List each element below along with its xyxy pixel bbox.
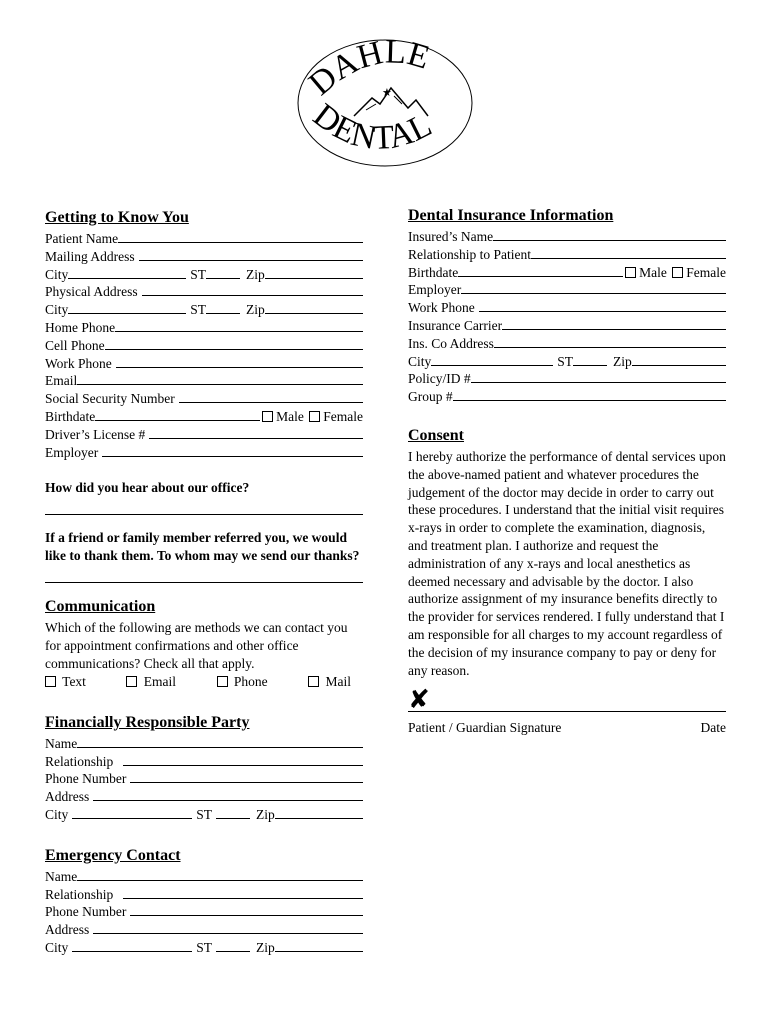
signature-label: Patient / Guardian Signature [408, 720, 562, 736]
financial-phone-row [45, 770, 363, 788]
patient-name-field[interactable] [118, 231, 363, 243]
group-row [408, 388, 726, 406]
drivers-license-field[interactable] [149, 427, 363, 439]
drivers-license-row [45, 426, 363, 444]
signature-area [408, 687, 726, 717]
emergency-zip-field[interactable] [275, 940, 363, 952]
referral-answer-field[interactable] [45, 565, 363, 583]
logo-line1: DAHLE [302, 38, 434, 103]
carrier-label: Insurance Carrier [408, 317, 503, 333]
birthdate-label: Birthdate [45, 408, 96, 424]
birthdate-row [45, 408, 363, 426]
insured-name-row [408, 228, 726, 246]
mail-checkbox[interactable] [308, 676, 319, 687]
ins-birthdate-row [408, 264, 726, 282]
financial-phone-label: Phone Number [45, 771, 127, 787]
physical-city-field[interactable] [68, 302, 186, 314]
work-phone-label: Work Phone [45, 355, 112, 371]
star-icon: ★ [382, 86, 392, 99]
left-column [45, 208, 363, 957]
ins-sex-options [625, 264, 726, 282]
emergency-st-label: ST [196, 939, 213, 955]
physical-address-row [45, 283, 363, 301]
home-phone-label: Home Phone [45, 319, 116, 335]
city-label: City [45, 266, 69, 282]
financial-city-field[interactable] [72, 807, 192, 819]
patient-name-row [45, 230, 363, 248]
physical-address-label: Physical Address [45, 284, 138, 300]
consent-heading: Consent [408, 426, 465, 444]
group-label: Group # [408, 389, 453, 405]
co-address-label: Ins. Co Address [408, 335, 494, 351]
physical-city-row [45, 301, 363, 319]
insured-name-field[interactable] [493, 229, 726, 241]
mailing-address-label: Mailing Address [45, 248, 135, 264]
getting-to-know-you-heading: Getting to Know You [45, 209, 189, 226]
emergency-relationship-row [45, 886, 363, 904]
phone-option-label: Phone [233, 673, 268, 689]
employer-row [45, 444, 363, 462]
physical-zip-field[interactable] [265, 302, 363, 314]
carrier-field[interactable] [502, 318, 726, 330]
financial-name-field[interactable] [77, 736, 363, 748]
email-checkbox[interactable] [126, 676, 137, 687]
email-field[interactable] [77, 373, 363, 385]
signature-labels [408, 719, 726, 737]
co-address-row [408, 335, 726, 353]
emergency-city-label: City [45, 939, 69, 955]
st-field[interactable] [206, 267, 240, 279]
financial-name-row [45, 735, 363, 753]
cell-phone-row [45, 337, 363, 355]
emergency-st-field[interactable] [216, 940, 250, 952]
financial-st-field[interactable] [216, 807, 250, 819]
financial-address-row [45, 788, 363, 806]
male-checkbox[interactable] [262, 411, 273, 422]
ssn-row [45, 390, 363, 408]
emergency-name-row [45, 868, 363, 886]
financial-st-label: ST [196, 806, 213, 822]
emergency-address-field[interactable] [93, 922, 363, 934]
ins-work-phone-label: Work Phone [408, 300, 475, 316]
emergency-relationship-label: Relationship [45, 886, 114, 902]
ins-female-checkbox[interactable] [672, 267, 683, 278]
hear-answer-field[interactable] [45, 497, 363, 515]
financial-name-label: Name [45, 735, 78, 751]
financial-relationship-label: Relationship [45, 753, 114, 769]
text-checkbox[interactable] [45, 676, 56, 687]
work-phone-row [45, 355, 363, 373]
ins-st-field[interactable] [573, 354, 607, 366]
zip-field[interactable] [265, 267, 363, 279]
group-field[interactable] [453, 389, 726, 401]
relationship-label: Relationship to Patient [408, 246, 531, 262]
city-label: City [45, 302, 69, 318]
drivers-license-label: Driver’s License # [45, 426, 146, 442]
cell-phone-field[interactable] [105, 338, 363, 350]
ins-female-label: Female [686, 264, 726, 280]
sign-here-icon: ✘ [408, 685, 430, 716]
policy-row [408, 370, 726, 388]
financial-zip-label: Zip [256, 806, 275, 822]
svg-text:DENTAL [306, 97, 437, 157]
relationship-field[interactable] [531, 247, 726, 259]
ins-employer-row [408, 281, 726, 299]
dahle-dental-logo [296, 38, 474, 168]
date-label: Date [700, 720, 726, 736]
female-label: Female [323, 408, 363, 424]
ssn-label: Social Security Number [45, 391, 175, 407]
emergency-city-row [45, 939, 363, 957]
ins-male-checkbox[interactable] [625, 267, 636, 278]
option-mail [308, 673, 351, 691]
patient-name-label: Patient Name [45, 231, 119, 246]
option-phone [217, 673, 268, 691]
sex-options [262, 408, 363, 426]
home-phone-field[interactable] [115, 320, 363, 332]
birthdate-field[interactable] [95, 409, 260, 421]
consent-text: I hereby authorize the performance of dental services upon the above-named patient and whatever procedures the judgement of the doctor may decide in order to carry out these procedures. I understand that the initial visit requires x-rays in order to complete the examination, diagnosis, and treatment plan. I authorize and request the administration of any x-rays and local anesthetics as deemed necessary and advisable by the doctor. I also authorize assignment of my insurance benefits directly to the provider for services rendered. I fully understand that I am responsible for all charges to my account regardless of the decision of my insurance company to pay or deny for any reason. [408, 448, 726, 678]
co-address-field[interactable] [494, 336, 726, 348]
right-column [408, 206, 726, 737]
ins-city-row [408, 353, 726, 371]
financial-city-label: City [45, 806, 69, 822]
emergency-address-row [45, 921, 363, 939]
insured-name-label: Insured’s Name [408, 229, 494, 244]
ssn-field[interactable] [179, 391, 363, 403]
ins-city-label: City [408, 353, 432, 369]
hear-question: How did you hear about our office? [45, 480, 250, 496]
ins-employer-field[interactable] [461, 282, 726, 294]
emergency-city-field[interactable] [72, 940, 192, 952]
physical-address-field[interactable] [142, 284, 363, 296]
financial-phone-field[interactable] [130, 771, 363, 783]
communication-heading: Communication [45, 598, 156, 616]
ins-zip-field[interactable] [632, 354, 726, 366]
ins-zip-label: Zip [613, 353, 632, 369]
financial-heading: Financially Responsible Party [45, 713, 250, 731]
work-phone-field[interactable] [116, 356, 363, 368]
logo-line2: DENTAL [306, 96, 438, 158]
emergency-relationship-field[interactable] [123, 887, 363, 899]
policy-label: Policy/ID # [408, 371, 471, 387]
text-option-label: Text [62, 673, 86, 689]
mailing-address-row [45, 248, 363, 266]
emergency-phone-label: Phone Number [45, 904, 127, 920]
financial-city-row [45, 806, 363, 824]
svg-text:DAHLE [302, 38, 434, 103]
financial-address-field[interactable] [93, 789, 363, 801]
ins-work-phone-row [408, 299, 726, 317]
insurance-heading: Dental Insurance Information [408, 207, 614, 224]
st-label: ST [190, 302, 207, 318]
male-label: Male [276, 408, 304, 424]
emergency-phone-row [45, 903, 363, 921]
email-option-label: Email [143, 673, 177, 689]
ins-birthdate-label: Birthdate [408, 264, 459, 280]
employer-label: Employer [45, 444, 99, 460]
financial-relationship-row [45, 753, 363, 771]
option-email [126, 673, 176, 691]
ins-st-label: ST [557, 353, 574, 369]
ins-city-field[interactable] [431, 354, 553, 366]
emergency-phone-field[interactable] [130, 904, 363, 916]
email-row [45, 372, 363, 390]
emergency-address-label: Address [45, 922, 90, 938]
signature-field[interactable] [408, 711, 726, 712]
female-checkbox[interactable] [309, 411, 320, 422]
mail-option-label: Mail [325, 673, 351, 689]
zip-label: Zip [246, 302, 265, 318]
communication-options [45, 673, 363, 691]
physical-st-field[interactable] [206, 302, 240, 314]
relationship-row [408, 246, 726, 264]
policy-field[interactable] [471, 371, 726, 383]
ins-employer-label: Employer [408, 282, 462, 298]
communication-text: Which of the following are methods we can contact you for appointment confirmations and other office communications? Check all that apply. [45, 620, 348, 671]
option-text [45, 673, 86, 691]
email-label: Email [45, 373, 78, 389]
financial-zip-field[interactable] [275, 807, 363, 819]
emergency-zip-label: Zip [256, 939, 275, 955]
city-row [45, 266, 363, 284]
carrier-row [408, 317, 726, 335]
ins-birthdate-field[interactable] [458, 265, 623, 277]
emergency-name-field[interactable] [77, 869, 363, 881]
financial-relationship-field[interactable] [123, 754, 363, 766]
emergency-name-label: Name [45, 868, 78, 884]
financial-address-label: Address [45, 789, 90, 805]
employer-field[interactable] [102, 445, 363, 457]
st-label: ST [190, 266, 207, 282]
ins-work-phone-field[interactable] [479, 300, 726, 312]
phone-checkbox[interactable] [217, 676, 228, 687]
zip-label: Zip [246, 266, 265, 282]
home-phone-row [45, 319, 363, 337]
ins-male-label: Male [639, 264, 667, 280]
mailing-address-field[interactable] [139, 249, 363, 261]
city-field[interactable] [68, 267, 186, 279]
cell-phone-label: Cell Phone [45, 337, 105, 353]
emergency-heading: Emergency Contact [45, 846, 181, 864]
referral-question: If a friend or family member referred you, we would like to thank them. To whom may we send our thanks? [45, 530, 360, 564]
